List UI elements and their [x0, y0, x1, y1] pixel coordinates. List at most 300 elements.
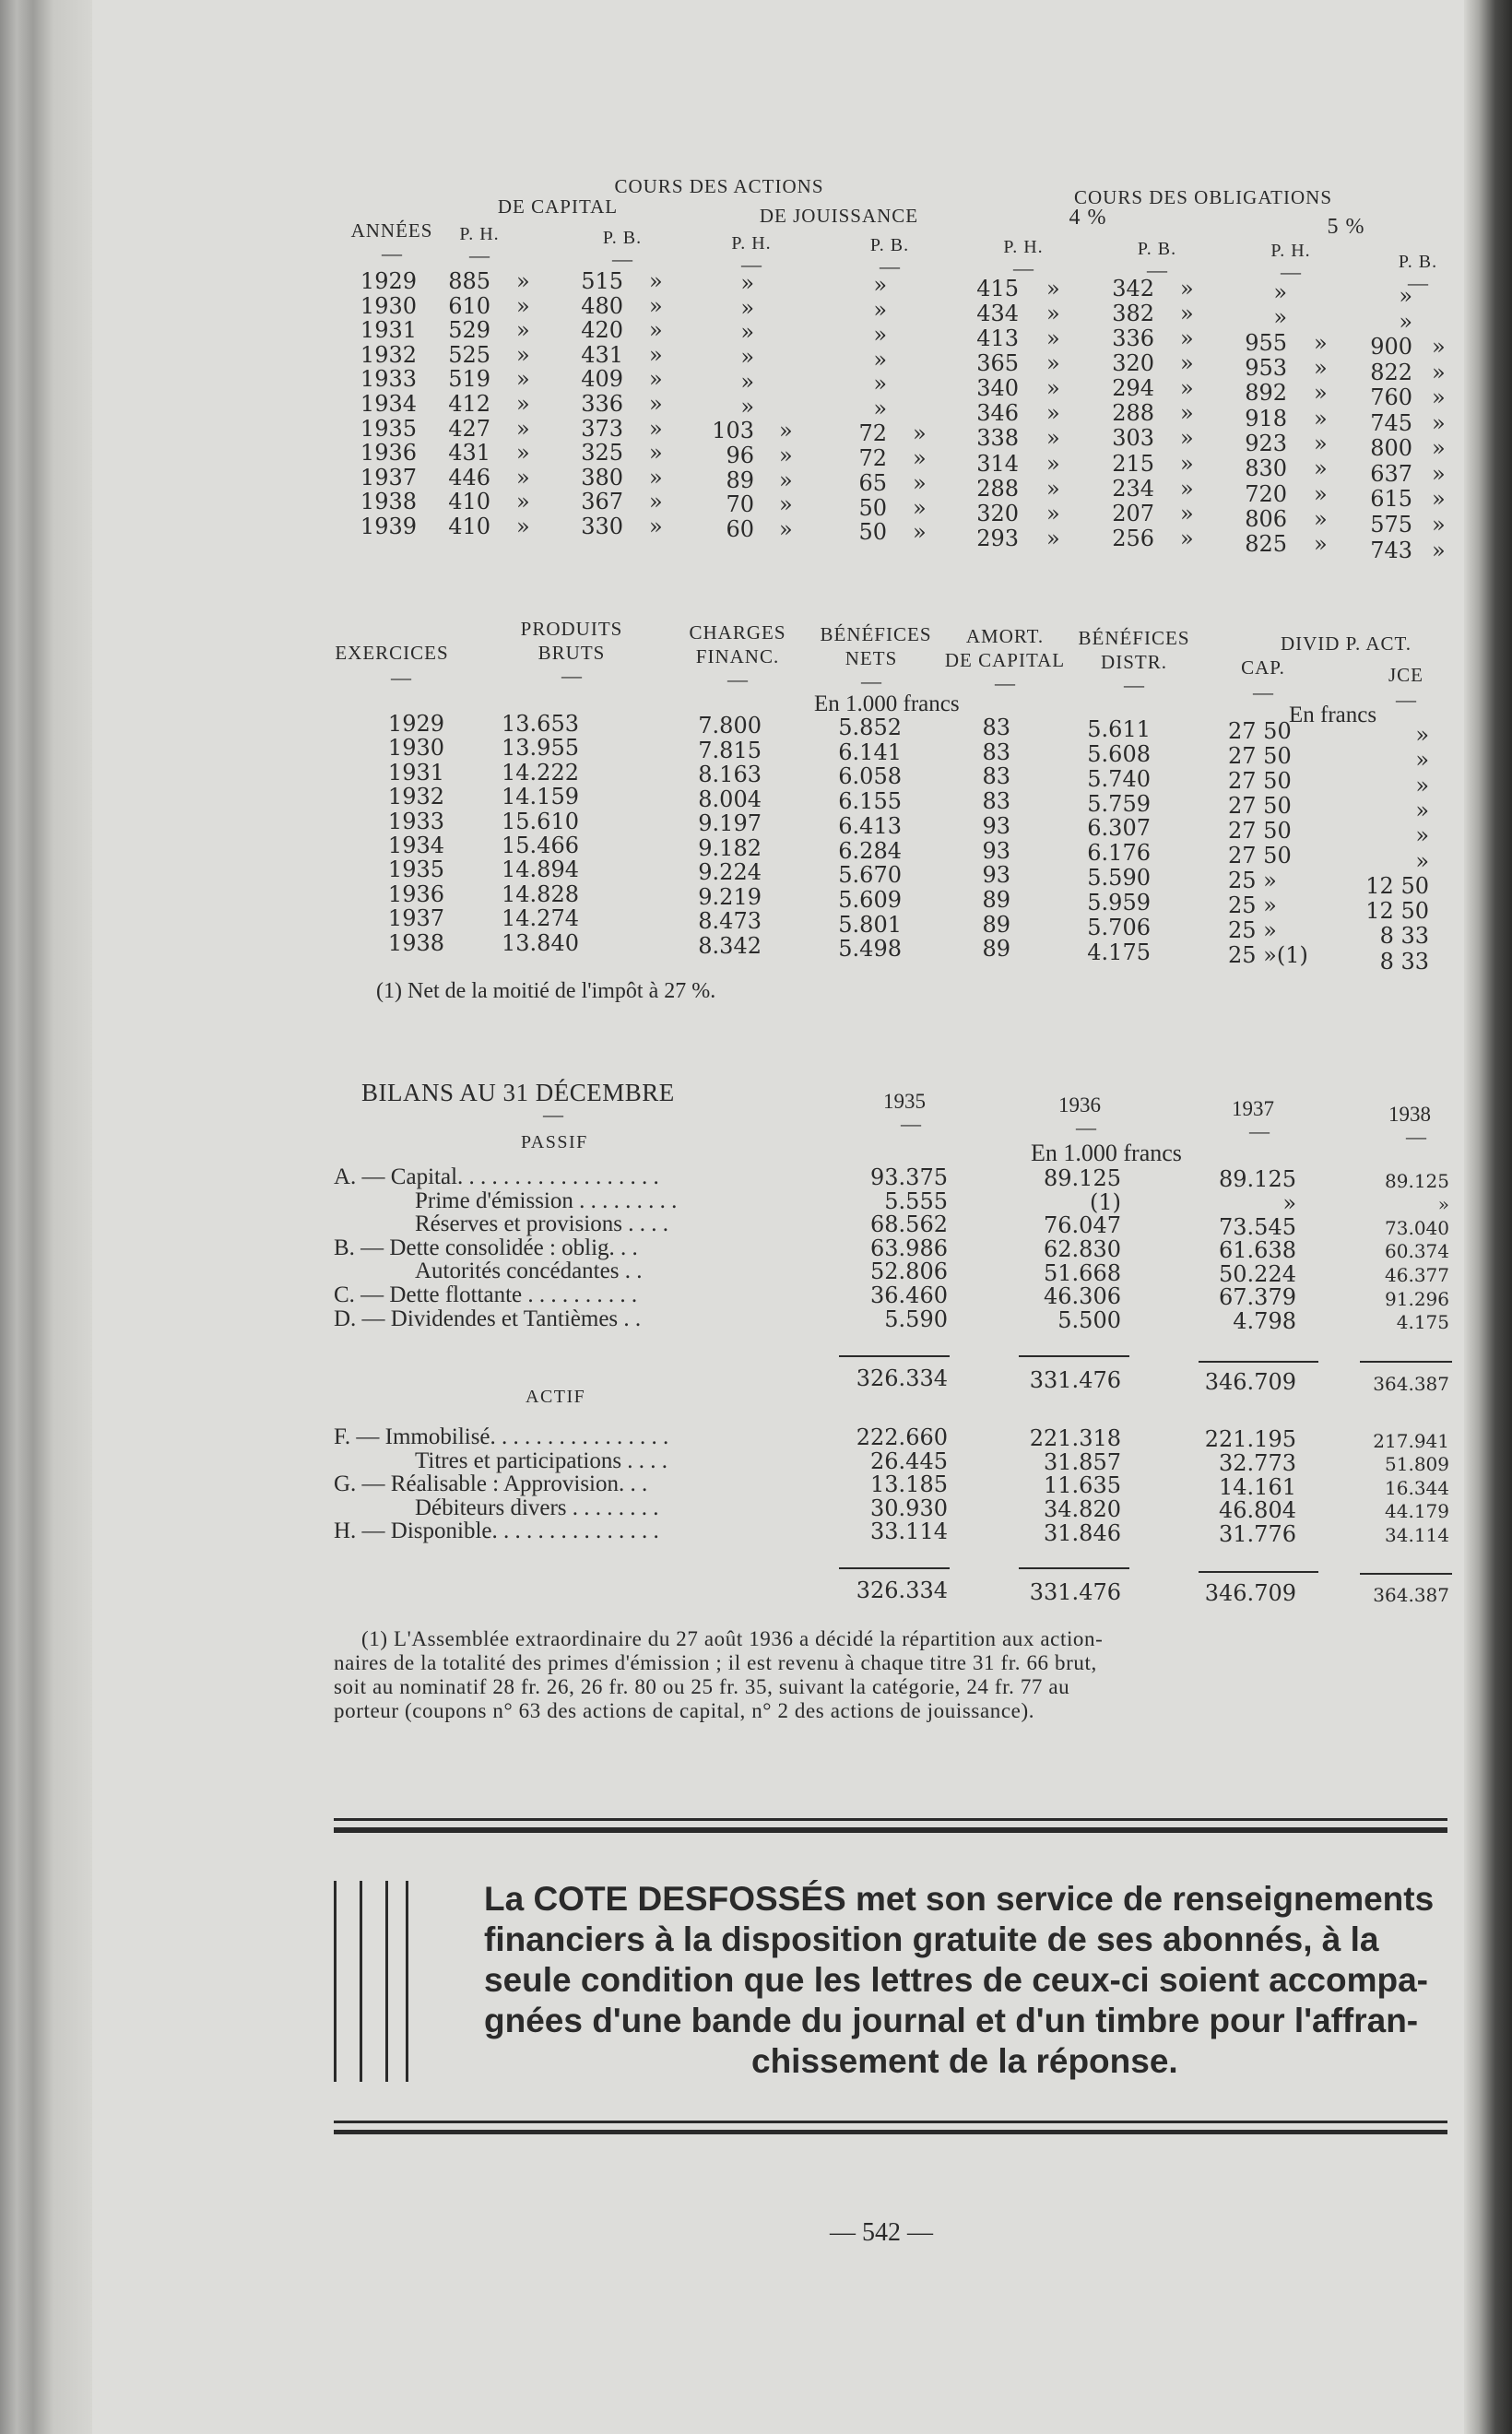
header-ph: P. H.: [1270, 241, 1311, 261]
bilan-value: 31.846: [1044, 1519, 1121, 1546]
cap-cell: 27 50: [1228, 718, 1292, 744]
cap-cell: 25 »: [1228, 868, 1277, 893]
produits-cell: 15.610: [502, 808, 579, 834]
bilan-value: 46.804: [1219, 1497, 1296, 1524]
obl4-ph-cell: 288: [976, 475, 1019, 502]
obl4-ph-cell: 365: [976, 350, 1019, 377]
ditto-mark: »: [1180, 450, 1194, 477]
obl4-pb-cell: 256: [1112, 525, 1154, 551]
actif-total: 326.334: [856, 1577, 948, 1603]
nets-cell: 5.609: [838, 886, 902, 913]
header-financ: FINANC.: [695, 645, 780, 668]
page-edge: [1464, 0, 1512, 2434]
amort-cell: 83: [982, 715, 1010, 740]
ditto-mark: »: [913, 420, 927, 447]
ditto-mark: »: [516, 391, 530, 417]
obl4-pb-cell: 382: [1112, 301, 1154, 327]
obl5-pb-cell: 800: [1370, 435, 1412, 462]
header-rule: —: [1013, 256, 1034, 279]
sum-rule: [1019, 1567, 1129, 1569]
ditto-mark: »: [1314, 329, 1328, 356]
ditto-mark: »: [649, 268, 663, 294]
year-cell: 1936: [387, 880, 444, 907]
ditto-mark: »: [516, 415, 530, 442]
obl4-ph-cell: 415: [976, 276, 1019, 301]
cap-ph-cell: 431: [448, 440, 490, 467]
jce-cell: »: [1415, 747, 1429, 774]
jou-pb-cell: »: [873, 371, 887, 397]
ditto-mark: »: [649, 415, 663, 442]
notice-line: La COTE DESFOSSÉS met son service de renseignements: [484, 1880, 1435, 1918]
sum-rule: [839, 1567, 950, 1569]
footnote-line: porteur (coupons n° 63 des actions de capital, n° 2 des actions de jouissance).: [334, 1699, 1035, 1722]
charges-cell: 9.224: [698, 859, 762, 886]
nets-cell: 6.284: [838, 837, 902, 864]
ditto-mark: »: [649, 341, 663, 368]
ditto-mark: »: [649, 440, 663, 467]
header-rule: —: [612, 247, 632, 270]
amort-cell: 89: [982, 936, 1010, 963]
jou-ph-cell: »: [740, 294, 754, 321]
bilan-line-label: Réserves et provisions . . . .: [415, 1211, 668, 1237]
ditto-mark: »: [516, 514, 530, 539]
ditto-mark: »: [1046, 450, 1060, 477]
header-rule: —: [727, 668, 748, 691]
jou-ph-cell: 70: [726, 491, 754, 518]
sum-rule: [839, 1355, 950, 1357]
distr-cell: 5.611: [1087, 716, 1151, 742]
header-rule: —: [1147, 258, 1167, 281]
bilan-value: 13.185: [870, 1471, 948, 1498]
ditto-mark: »: [1314, 380, 1328, 407]
actif-total: 331.476: [1029, 1578, 1121, 1605]
ditto-mark: »: [913, 519, 927, 546]
produits-cell: 14.159: [502, 784, 579, 810]
obl5-ph-cell: 806: [1245, 505, 1287, 532]
ditto-mark: »: [516, 464, 530, 490]
jou-pb-cell: »: [873, 321, 887, 348]
obl5-pb-cell: 615: [1370, 486, 1412, 513]
ditto-mark: »: [1314, 430, 1328, 456]
ditto-mark: »: [649, 464, 663, 490]
cap-ph-cell: 410: [448, 489, 490, 515]
bilan-line-label: Débiteurs divers . . . . . . . .: [415, 1495, 659, 1520]
bilan-value: 63.986: [870, 1235, 948, 1261]
header-rule: —: [469, 243, 490, 266]
obl4-pb-cell: 288: [1112, 400, 1154, 427]
cap-cell: 27 50: [1228, 793, 1292, 819]
nets-cell: 5.852: [838, 715, 902, 740]
header-exercices: EXERCICES: [335, 642, 449, 664]
cap-cell: 27 50: [1228, 768, 1292, 794]
unit-thousand-francs: En 1.000 francs: [814, 691, 960, 716]
ditto-mark: »: [1314, 480, 1328, 507]
passif-total: 346.709: [1204, 1369, 1296, 1395]
jou-ph-cell: 89: [726, 467, 754, 493]
year-cell: 1931: [387, 759, 444, 786]
header-de-capital-2: DE CAPITAL: [944, 649, 1066, 671]
ditto-mark: »: [516, 489, 530, 515]
year-rule: —: [1406, 1125, 1426, 1148]
amort-cell: 89: [982, 911, 1010, 938]
obl4-pb-cell: 294: [1112, 375, 1154, 402]
sum-rule: [1360, 1361, 1452, 1363]
obl4-pb-cell: 303: [1112, 425, 1154, 452]
obl4-pb-cell: 320: [1112, 350, 1154, 377]
bilan-value: 5.590: [884, 1306, 948, 1332]
ditto-mark: »: [1046, 276, 1060, 301]
produits-cell: 13.653: [502, 711, 579, 737]
amort-cell: 93: [982, 812, 1010, 839]
header-distr: DISTR.: [1101, 651, 1167, 673]
cap-cell: 27 50: [1228, 843, 1292, 868]
nets-cell: 6.141: [838, 738, 902, 765]
passif-total: 326.334: [856, 1365, 948, 1391]
ditto-mark: »: [779, 443, 793, 469]
charges-cell: 8.004: [698, 786, 762, 812]
year-cell: 1933: [387, 808, 444, 834]
header-jce: JCE: [1388, 664, 1423, 686]
nets-cell: 6.413: [838, 812, 902, 839]
footnote-line: naires de la totalité des primes d'émission ; il est revenu à chaque titre 31 fr. 66 brut,: [334, 1651, 1097, 1674]
produits-cell: 15.466: [502, 833, 579, 858]
actif-total: 364.387: [1373, 1583, 1449, 1606]
bilan-line-label: Prime d'émission . . . . . . . . .: [415, 1187, 678, 1213]
obl4-ph-cell: 346: [976, 400, 1019, 427]
distr-cell: 5.608: [1087, 740, 1151, 767]
bilan-value: 5.500: [1057, 1306, 1121, 1333]
ditto-mark: »: [1180, 525, 1194, 551]
header-divid: DIVID P. ACT.: [1280, 632, 1412, 655]
ditto-mark: »: [913, 469, 927, 496]
year-cell: 1930: [387, 735, 444, 762]
amort-cell: 93: [982, 837, 1010, 864]
year-header: 1936: [1058, 1093, 1101, 1117]
jce-cell: »: [1415, 847, 1429, 874]
obl4-pb-cell: 234: [1112, 475, 1154, 502]
bilan-line-label: Titres et participations . . . .: [415, 1447, 668, 1473]
year-cell: 1934: [387, 833, 444, 858]
distr-cell: 4.175: [1087, 939, 1151, 965]
header-ph: P. H.: [1003, 237, 1044, 257]
year-cell: 1934: [360, 391, 417, 417]
header-rule: —: [741, 253, 762, 276]
sum-rule: [1019, 1355, 1129, 1357]
bilan-line-label: G. — Réalisable : Approvision. . .: [334, 1471, 648, 1497]
jou-ph-cell: »: [740, 319, 754, 346]
bilan-line-label: F. — Immobilisé. . . . . . . . . . . . . . . .: [334, 1424, 669, 1449]
bilan-value: 31.857: [1044, 1448, 1121, 1475]
year-cell: 1929: [387, 711, 444, 737]
year-cell: 1936: [360, 440, 417, 467]
bilan-value: 4.798: [1233, 1308, 1296, 1334]
distr-cell: 5.759: [1087, 790, 1151, 817]
ditto-mark: »: [1180, 375, 1194, 402]
header-bruts: BRUTS: [537, 642, 606, 664]
ditto-mark: »: [649, 514, 663, 539]
bilan-value: »: [1437, 1193, 1449, 1216]
header-rule: —: [561, 664, 582, 687]
bilan-value: 51.668: [1044, 1259, 1121, 1286]
cap-pb-cell: 373: [581, 415, 623, 442]
obl5-pb-cell: 900: [1370, 334, 1412, 360]
cap-pb-cell: 515: [581, 268, 623, 294]
obl5-pb-cell: 575: [1370, 512, 1412, 538]
header-rule: —: [1124, 673, 1144, 696]
ditto-mark: »: [1046, 475, 1060, 502]
bilan-value: 89.125: [1044, 1165, 1121, 1192]
ditto-mark: »: [1180, 425, 1194, 452]
obl4-pb-cell: 336: [1112, 325, 1154, 352]
jou-ph-cell: 96: [726, 443, 754, 469]
amort-cell: 89: [982, 886, 1010, 913]
jce-cell: »: [1415, 772, 1429, 798]
ditto-mark: »: [1046, 525, 1060, 551]
obl4-pb-cell: 207: [1112, 500, 1154, 526]
bilan-value: 33.114: [870, 1518, 948, 1545]
header-pct5: 5 %: [1327, 215, 1365, 239]
distr-cell: 6.307: [1087, 815, 1151, 842]
bilan-value: 91.296: [1385, 1287, 1449, 1310]
bilan-value: 14.161: [1219, 1473, 1296, 1500]
footnote-line: (1) L'Assemblée extraordinaire du 27 août 1936 a décidé la répartition aux action-: [361, 1627, 1104, 1650]
cap-ph-cell: 446: [448, 464, 490, 490]
ditto-mark: »: [779, 418, 793, 444]
distr-cell: 6.176: [1087, 840, 1151, 867]
jce-cell: »: [1415, 722, 1429, 748]
ditto-mark: »: [649, 366, 663, 393]
bilan-value: 34.114: [1385, 1524, 1449, 1546]
bilan-value: 73.545: [1219, 1213, 1296, 1240]
ditto-mark: »: [1180, 276, 1194, 301]
amort-cell: 83: [982, 738, 1010, 765]
bilan-line-label: B. — Dette consolidée : oblig. . .: [334, 1235, 638, 1260]
bilan-value: 93.375: [870, 1164, 948, 1190]
header-rule: —: [1281, 260, 1301, 283]
distr-cell: 5.740: [1087, 765, 1151, 792]
header-rule: —: [880, 254, 900, 278]
ditto-mark: »: [779, 491, 793, 518]
cap-cell: 27 50: [1228, 743, 1292, 769]
obl5-pb-cell: »: [1399, 283, 1412, 309]
header-pb: P. B.: [602, 228, 643, 248]
ditto-mark: »: [1180, 475, 1194, 502]
bilan-value: 50.224: [1219, 1260, 1296, 1287]
year-header: 1935: [883, 1090, 926, 1113]
jou-ph-cell: 103: [712, 418, 754, 444]
cap-cell: 25 »(1): [1228, 942, 1308, 968]
bilan-value: 62.830: [1044, 1236, 1121, 1262]
ditto-mark: »: [1432, 359, 1446, 385]
charges-cell: 7.815: [698, 737, 762, 763]
ditto-mark: »: [649, 391, 663, 417]
ditto-mark: »: [779, 516, 793, 543]
cap-pb-cell: 420: [581, 317, 623, 344]
produits-cell: 14.274: [502, 905, 579, 932]
produits-cell: 13.840: [502, 929, 579, 956]
charges-cell: 7.800: [698, 713, 762, 738]
year-cell: 1937: [360, 464, 417, 490]
year-cell: 1935: [360, 415, 417, 442]
jou-pb-cell: »: [873, 346, 887, 372]
bilans-title: BILANS AU 31 DÉCEMBRE: [361, 1079, 675, 1106]
ditto-mark: »: [913, 494, 927, 521]
header-pb: P. B.: [1398, 252, 1438, 272]
page-number: — 542 —: [830, 2218, 933, 2247]
year-cell: 1933: [360, 366, 417, 393]
header-cap: CAP.: [1241, 656, 1285, 679]
header-charges: CHARGES: [689, 621, 786, 644]
ditto-mark: »: [1046, 375, 1060, 402]
year-cell: 1937: [387, 905, 444, 932]
obl5-ph-cell: 918: [1245, 405, 1287, 431]
bilan-value: 76.047: [1044, 1212, 1121, 1239]
notice-bottom-rule: [334, 2130, 1447, 2134]
bilan-value: 52.806: [870, 1258, 948, 1285]
ditto-mark: »: [1180, 350, 1194, 377]
bilan-value: 221.195: [1204, 1426, 1296, 1453]
header-de-capital: DE CAPITAL: [497, 195, 619, 218]
ditto-mark: »: [1432, 384, 1446, 411]
header-rule: —: [995, 671, 1015, 694]
bilan-value: 73.040: [1385, 1216, 1449, 1239]
ditto-mark: »: [913, 444, 927, 471]
obl5-pb-cell: 760: [1370, 384, 1412, 411]
bilan-value: 89.125: [1385, 1169, 1449, 1192]
cap-pb-cell: 325: [581, 440, 623, 467]
bilan-value: 61.638: [1219, 1237, 1296, 1264]
bilan-value: 60.374: [1385, 1240, 1449, 1263]
header-de-jouissance: DE JOUISSANCE: [759, 205, 919, 227]
header-pct4: 4 %: [1069, 206, 1107, 230]
ditto-mark: »: [1432, 435, 1446, 462]
ditto-mark: »: [1046, 425, 1060, 452]
sum-rule: [1199, 1571, 1318, 1573]
jou-pb-cell: »: [873, 272, 887, 298]
unit-francs: En francs: [1289, 703, 1377, 727]
obl4-ph-cell: 340: [976, 375, 1019, 402]
year-rule: —: [1076, 1116, 1096, 1139]
header-rule: —: [382, 242, 402, 265]
jce-cell: 8 33: [1379, 948, 1429, 975]
year-rule: —: [901, 1112, 921, 1135]
jou-ph-cell: »: [740, 368, 754, 395]
ditto-mark: »: [649, 489, 663, 515]
obl5-pb-cell: 822: [1370, 359, 1412, 385]
produits-cell: 14.222: [502, 759, 579, 786]
charges-cell: 9.219: [698, 883, 762, 910]
cap-pb-cell: 380: [581, 464, 623, 490]
ditto-mark: »: [1180, 325, 1194, 352]
ditto-mark: »: [516, 317, 530, 344]
distr-cell: 5.706: [1087, 914, 1151, 940]
bilan-value: 44.179: [1385, 1500, 1449, 1523]
year-cell: 1929: [360, 268, 417, 294]
notice-line: gnées d'une bande du journal et d'un timbre pour l'affran-: [484, 2002, 1419, 2039]
bilan-value: 34.820: [1044, 1496, 1121, 1522]
ditto-mark: »: [516, 440, 530, 467]
obl4-pb-cell: 215: [1112, 450, 1154, 477]
jou-pb-cell: »: [873, 396, 887, 422]
obl5-pb-cell: »: [1399, 308, 1412, 335]
amort-cell: 83: [982, 763, 1010, 790]
header-pb: P. B.: [869, 235, 910, 255]
obl5-ph-cell: 830: [1245, 455, 1287, 482]
cap-ph-cell: 885: [448, 268, 490, 294]
amort-cell: 93: [982, 862, 1010, 889]
ditto-mark: »: [1046, 301, 1060, 327]
charges-cell: 9.182: [698, 834, 762, 861]
notice-bar: [385, 1881, 388, 2082]
obl5-pb-cell: 637: [1370, 460, 1412, 487]
header-rule: —: [1253, 680, 1273, 703]
ditto-mark: »: [1180, 301, 1194, 327]
results-footnote: (1) Net de la moitié de l'impôt à 27 %.: [376, 979, 716, 1003]
bilan-value: (1): [1090, 1188, 1121, 1215]
bilan-value: 16.344: [1385, 1476, 1449, 1499]
obl4-ph-cell: 338: [976, 425, 1019, 452]
header-rule: —: [1408, 271, 1428, 294]
nets-cell: 5.801: [838, 911, 902, 938]
bilan-line-label: H. — Disponible. . . . . . . . . . . . . . .: [334, 1518, 659, 1544]
cap-cell: 27 50: [1228, 818, 1292, 844]
jou-ph-cell: 60: [726, 516, 754, 543]
charges-cell: 9.197: [698, 810, 762, 837]
bilan-value: 46.377: [1385, 1264, 1449, 1286]
header-benefices: BÉNÉFICES: [820, 623, 932, 645]
sum-rule: [1360, 1573, 1452, 1575]
nets-cell: 5.670: [838, 862, 902, 889]
notice-line: chissement de la réponse.: [751, 2042, 1178, 2080]
year-cell: 1932: [387, 784, 444, 810]
cap-pb-cell: 336: [581, 391, 623, 417]
bilan-value: 67.379: [1219, 1284, 1296, 1311]
jou-ph-cell: »: [740, 270, 754, 296]
ditto-mark: »: [516, 341, 530, 368]
header-pb: P. B.: [1137, 239, 1177, 259]
cap-pb-cell: 480: [581, 292, 623, 319]
header-produits: PRODUITS: [520, 618, 623, 640]
bilan-value: 68.562: [870, 1211, 948, 1238]
cap-ph-cell: 427: [448, 415, 490, 442]
ditto-mark: »: [1432, 334, 1446, 360]
notice-top-rule: [334, 1827, 1447, 1833]
cap-cell: 25 »: [1228, 892, 1277, 918]
nets-cell: 6.058: [838, 763, 902, 790]
jou-pb-cell: 50: [858, 494, 887, 521]
title-rule: —: [543, 1103, 563, 1126]
ditto-mark: »: [1046, 400, 1060, 427]
distr-cell: 5.959: [1087, 889, 1151, 916]
passif-total: 331.476: [1029, 1367, 1121, 1393]
obl4-ph-cell: 314: [976, 450, 1019, 477]
cap-cell: 25 »: [1228, 917, 1277, 943]
ditto-mark: »: [1180, 400, 1194, 427]
actif-total: 346.709: [1204, 1580, 1296, 1606]
ditto-mark: »: [1314, 405, 1328, 431]
ditto-mark: »: [516, 292, 530, 319]
bilans-unit: En 1.000 francs: [1031, 1140, 1182, 1166]
produits-cell: 13.955: [502, 735, 579, 762]
ditto-mark: »: [649, 317, 663, 344]
jou-ph-cell: »: [740, 344, 754, 371]
obl5-ph-cell: 955: [1245, 329, 1287, 356]
cap-ph-cell: 610: [448, 292, 490, 319]
obl5-ph-cell: »: [1273, 304, 1287, 331]
cap-pb-cell: 431: [581, 341, 623, 368]
year-cell: 1931: [360, 317, 417, 344]
ditto-mark: »: [779, 467, 793, 493]
